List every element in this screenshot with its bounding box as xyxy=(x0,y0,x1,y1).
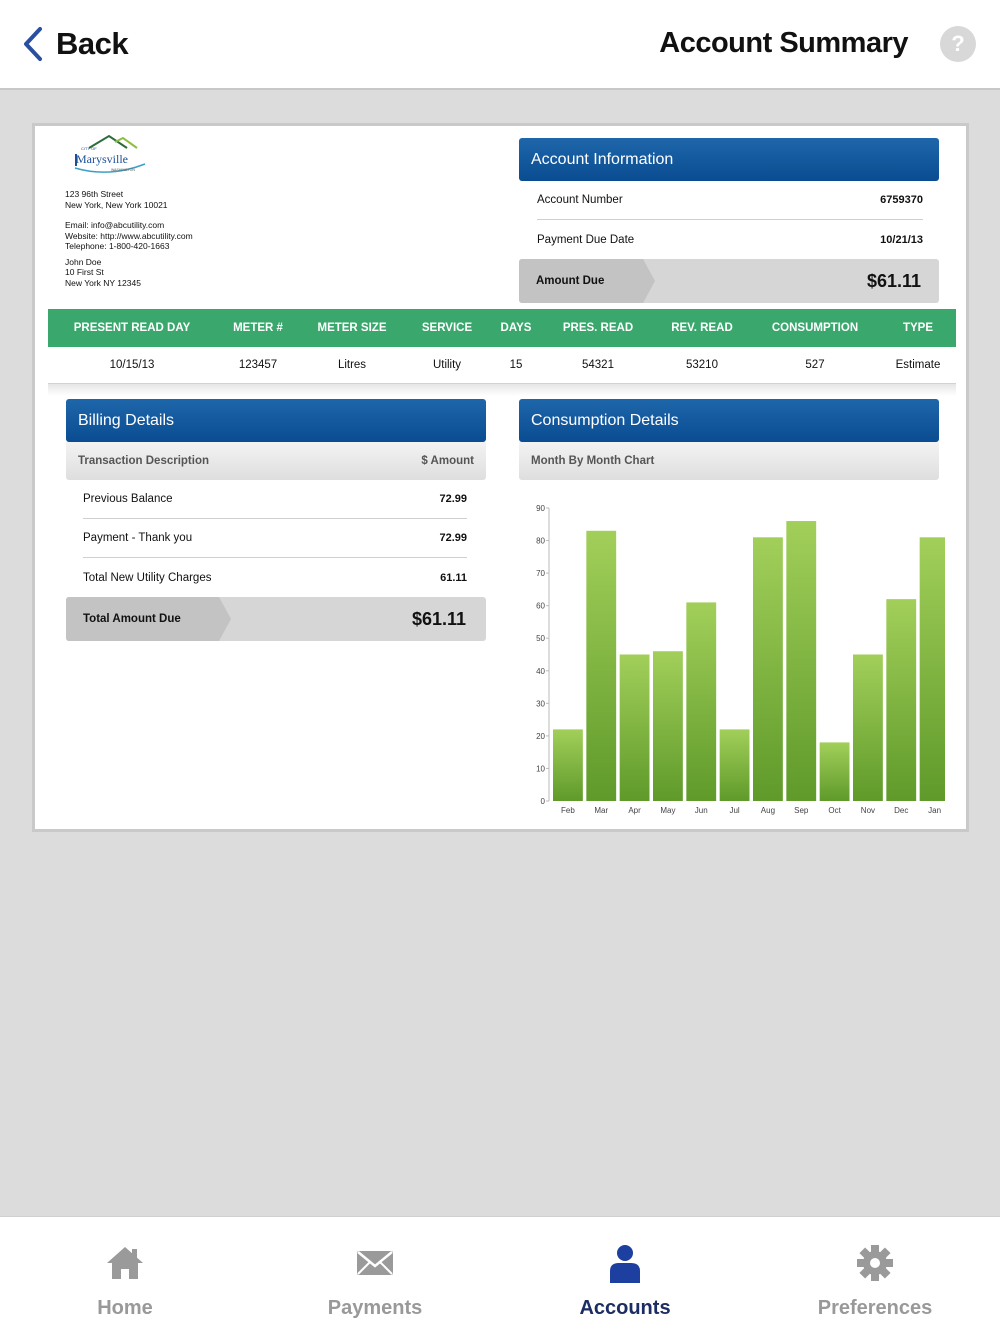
x-tick-label: Jun xyxy=(694,806,708,815)
x-tick-label: Apr xyxy=(628,806,641,815)
y-tick-label: 10 xyxy=(536,764,545,774)
new-charges-label: Total New Utility Charges xyxy=(83,571,212,584)
back-label: Back xyxy=(56,26,129,61)
x-tick-label: Jan xyxy=(928,806,942,815)
cell-type: Estimate xyxy=(895,359,941,371)
account-summary-card xyxy=(32,123,969,832)
previous-balance-label: Previous Balance xyxy=(83,493,173,505)
svg-text:Marysville: Marysville xyxy=(76,152,128,166)
bottom-tab-bar xyxy=(0,1216,1000,1334)
chart-bar-aug xyxy=(753,537,783,801)
account-number-row xyxy=(537,181,923,220)
chevron-left-icon xyxy=(22,26,44,62)
tab-home[interactable] xyxy=(0,1217,250,1334)
y-tick-label: 60 xyxy=(536,601,545,611)
x-tick-label: Dec xyxy=(894,806,909,815)
x-tick-label: May xyxy=(660,806,676,815)
y-tick-label: 80 xyxy=(536,536,545,546)
tab-preferences[interactable] xyxy=(750,1217,1000,1334)
cell-days: 15 xyxy=(509,359,523,371)
top-nav-bar xyxy=(0,0,1000,90)
total-amount-due-value: $61.11 xyxy=(411,608,466,629)
y-tick-label: 90 xyxy=(536,504,545,513)
company-address-line2: New York, New York 10021 xyxy=(65,199,168,210)
consumption-bar-chart xyxy=(515,501,945,821)
chart-bar-dec xyxy=(886,599,916,801)
company-address-line1: 123 96th Street xyxy=(65,189,124,199)
meter-table-header xyxy=(48,309,956,347)
y-tick-label: 40 xyxy=(536,666,545,676)
chart-bar-jan xyxy=(920,537,945,801)
total-amount-due-label: Total Amount Due xyxy=(66,597,219,641)
chart-bar-may xyxy=(653,651,683,801)
new-charges-value: 61.11 xyxy=(440,571,467,584)
customer-name: John Doe xyxy=(65,256,102,267)
chart-bar-sep xyxy=(786,521,816,801)
x-tick-label: Mar xyxy=(594,806,609,815)
table-row xyxy=(48,347,956,384)
home-icon xyxy=(105,1243,145,1283)
y-tick-label: 0 xyxy=(540,797,545,806)
company-contact-block xyxy=(65,189,193,288)
chart-bar-mar xyxy=(586,531,616,801)
chart-bar-apr xyxy=(620,655,650,802)
account-number-value: 6759370 xyxy=(880,194,923,206)
x-tick-label: Sep xyxy=(794,806,809,815)
list-item xyxy=(83,558,467,597)
col-service: SERVICE xyxy=(421,322,473,334)
tab-payments[interactable] xyxy=(250,1217,500,1334)
amount-due-label: Amount Due xyxy=(519,259,643,303)
tab-preferences-label: Preferences xyxy=(817,1297,933,1319)
marysville-logo xyxy=(65,134,149,178)
y-tick-label: 20 xyxy=(536,731,545,741)
x-tick-label: Nov xyxy=(860,806,876,815)
account-information-title: Account Information xyxy=(519,138,939,181)
y-tick-label: 70 xyxy=(536,569,545,579)
envelope-icon xyxy=(355,1243,395,1283)
amount-header: $ Amount xyxy=(421,455,474,467)
gear-icon xyxy=(855,1243,895,1283)
svg-text:WASHINGTON: WASHINGTON xyxy=(111,168,135,172)
back-button[interactable] xyxy=(22,24,128,64)
meter-reading-table xyxy=(48,309,956,396)
payment-due-date-row xyxy=(537,220,923,259)
tab-accounts-label: Accounts xyxy=(579,1297,671,1319)
col-consumption: CONSUMPTION xyxy=(771,322,859,334)
previous-balance-value: 72.99 xyxy=(439,493,467,505)
chart-bar-jun xyxy=(686,602,716,801)
cell-pres-read: 54321 xyxy=(582,359,614,371)
person-icon xyxy=(605,1243,645,1283)
col-meter-number: METER # xyxy=(233,322,283,334)
svg-text:CITY OF: CITY OF xyxy=(81,146,97,151)
chart-bar-nov xyxy=(853,655,883,802)
billing-column-header xyxy=(66,442,486,480)
cell-meter-number: 123457 xyxy=(238,359,278,371)
company-website: Website: http://www.abcutility.com xyxy=(65,230,193,241)
amount-due-bar xyxy=(519,259,939,303)
col-type: TYPE xyxy=(902,322,934,334)
cell-present-read-day: 10/15/13 xyxy=(109,359,155,371)
x-tick-label: Aug xyxy=(760,806,776,815)
y-tick-label: 30 xyxy=(536,699,545,709)
x-tick-label: Feb xyxy=(561,806,575,815)
month-by-month-label: Month By Month Chart xyxy=(531,455,655,467)
payment-due-date-label: Payment Due Date xyxy=(537,233,635,246)
col-meter-size: METER SIZE xyxy=(317,322,387,334)
total-amount-due-bar xyxy=(66,597,486,641)
chart-bar-feb xyxy=(553,729,583,801)
customer-street: 10 First St xyxy=(65,267,104,277)
company-email: Email: info@abcutility.com xyxy=(65,220,165,230)
cell-rev-read: 53210 xyxy=(686,359,718,371)
chart-bar-jul xyxy=(720,729,750,801)
account-number-label: Account Number xyxy=(537,194,623,206)
help-button[interactable]: ? xyxy=(940,26,976,62)
table-shadow xyxy=(48,384,956,396)
consumption-subheader xyxy=(519,442,939,480)
x-tick-label: Oct xyxy=(828,806,841,815)
col-days: DAYS xyxy=(500,322,532,334)
cell-consumption: 527 xyxy=(805,359,825,371)
tab-payments-label: Payments xyxy=(327,1297,423,1319)
payment-due-date-value: 10/21/13 xyxy=(880,233,923,246)
billing-details-panel xyxy=(66,399,486,641)
payment-label: Payment - Thank you xyxy=(83,532,193,544)
x-tick-label: Jul xyxy=(729,806,740,815)
col-rev-read: REV. READ xyxy=(671,322,733,334)
transaction-description-header: Transaction Description xyxy=(78,455,210,467)
consumption-details-title: Consumption Details xyxy=(519,399,939,442)
customer-city: New York NY 12345 xyxy=(65,277,141,288)
chart-bar-oct xyxy=(820,742,850,801)
page-title: Account Summary xyxy=(659,27,908,59)
tab-accounts[interactable] xyxy=(500,1217,750,1334)
y-tick-label: 50 xyxy=(536,634,545,644)
company-telephone: Telephone: 1-800-420-1663 xyxy=(65,241,170,251)
billing-details-title: Billing Details xyxy=(66,399,486,442)
account-information-panel xyxy=(519,138,939,303)
list-item xyxy=(83,519,467,558)
tab-home-label: Home xyxy=(97,1297,153,1319)
col-present-read-day: PRESENT READ DAY xyxy=(73,322,191,334)
amount-due-value: $61.11 xyxy=(866,270,921,291)
cell-service: Utility xyxy=(432,359,462,371)
list-item xyxy=(83,480,467,519)
cell-meter-size: Litres xyxy=(337,359,367,371)
col-pres-read: PRES. READ xyxy=(562,322,634,334)
chart-svg xyxy=(515,501,945,821)
consumption-details-panel xyxy=(519,399,939,480)
payment-value: 72.99 xyxy=(439,532,467,544)
